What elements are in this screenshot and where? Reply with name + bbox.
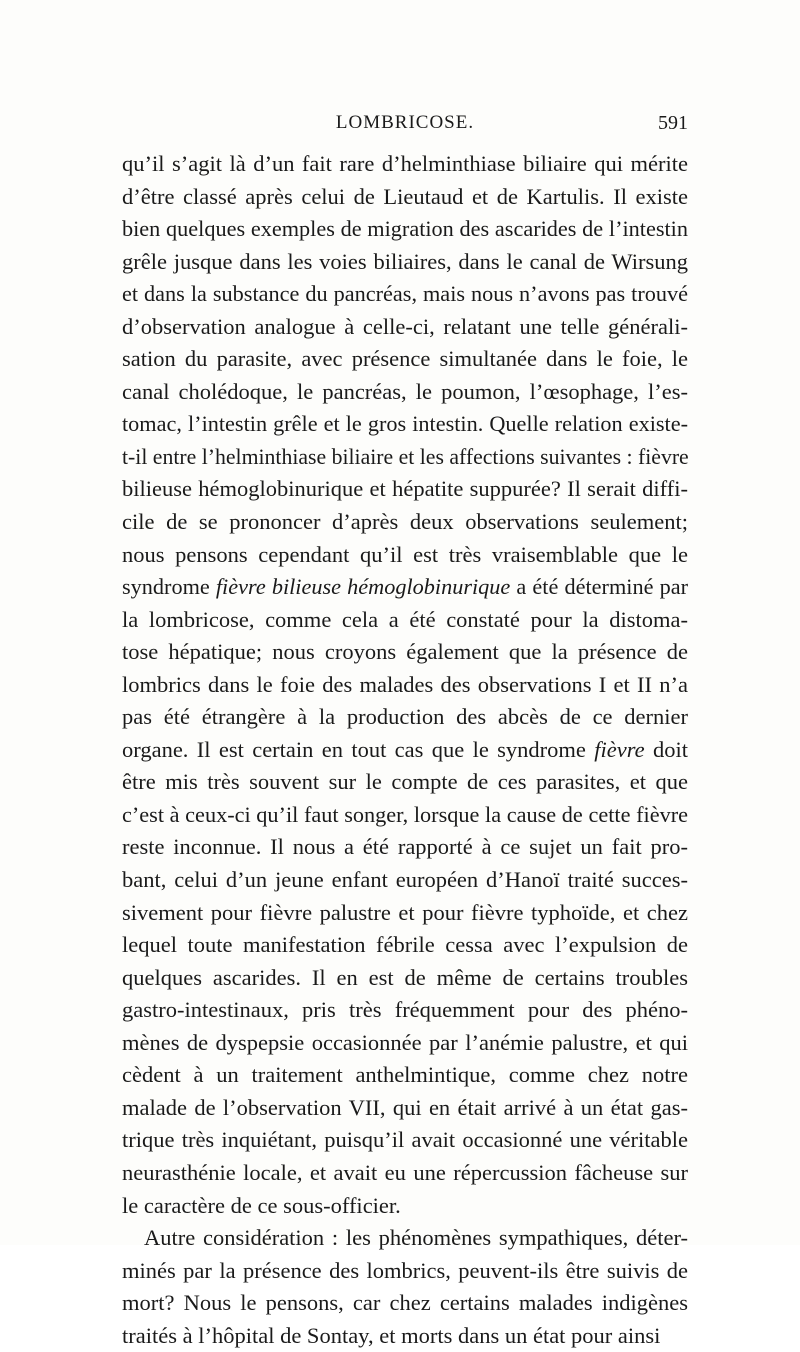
text-run: d’observation analogue à celle-ci, relatant une telle générali-	[122, 313, 688, 339]
text-run: quelques ascarides. Il en est de même de certains troubles	[122, 964, 688, 990]
text-line	[122, 636, 688, 669]
text-run: reste inconnue. Il nous a été rapporté à ce sujet un fait pro-	[122, 834, 688, 860]
running-head	[122, 112, 688, 142]
italic-text: fièvre bilieuse hémoglobinurique	[215, 574, 511, 600]
page-number: 591	[658, 112, 688, 134]
text-run: tomac, l’intestin grêle et le gros intestin. Quelle relation existe-	[122, 411, 688, 437]
text-line	[122, 1190, 688, 1223]
text-run: cile de se prononcer d’après deux observations seulement;	[122, 509, 688, 535]
text-line	[122, 766, 688, 799]
text-run: qu’il s’agit là d’un fait rare d’helminthiase biliaire qui mérite	[122, 151, 688, 176]
text-run: canal cholédoque, le pancréas, le poumon, l’œsophage, l’es-	[122, 378, 688, 404]
text-run: d’être classé après celui de Lieutaud et de Kartulis. Il existe	[122, 183, 688, 209]
text-line	[122, 1027, 688, 1060]
text-line	[122, 571, 688, 604]
text-run: la lombricose, comme cela a été constaté pour la distoma-	[122, 606, 688, 632]
running-title: LOMBRICOSE.	[335, 112, 475, 133]
text-line	[122, 1320, 688, 1352]
text-run: mort? Nous le pensons, car chez certains malades indigènes	[122, 1290, 688, 1316]
text-line	[122, 278, 688, 311]
text-line	[122, 1287, 688, 1320]
text-line	[122, 539, 688, 572]
text-run: et dans la substance du pancréas, mais nous n’avons pas trouvé	[122, 281, 688, 307]
body-text	[122, 148, 688, 1352]
text-run: être mis très souvent sur le compte de ces parasites, et que	[122, 769, 688, 795]
text-run: bien quelques exemples de migration des ascarides de l’intestin	[122, 216, 688, 242]
text-run: traités à l’hôpital de Sontay, et morts dans un état pour ainsi	[122, 1322, 661, 1348]
text-run: le caractère de ce sous-officier.	[122, 1192, 401, 1218]
text-run: a été déterminé par	[510, 574, 688, 600]
text-line	[122, 669, 688, 702]
text-line	[122, 473, 688, 506]
text-run: bant, celui d’un jeune enfant européen d’Hanoï traité succes-	[122, 867, 688, 893]
text-line	[122, 734, 688, 767]
text-line	[122, 408, 688, 441]
text-run: t-il entre l’helminthiase biliaire et les affections suivantes : fièvre	[122, 444, 689, 469]
text-line	[122, 831, 688, 864]
text-run: gastro-intestinaux, pris très fréquemment pour des phéno-	[122, 997, 688, 1023]
text-run: cèdent à un traitement anthelmintique, comme chez notre	[122, 1062, 688, 1088]
text-run: bilieuse hémoglobinurique et hépatite suppurée? Il serait diffi-	[122, 476, 688, 502]
text-line	[122, 181, 688, 214]
text-line	[122, 1059, 688, 1092]
text-line	[122, 311, 688, 344]
text-run: lequel toute manifestation fébrile cessa avec l’expulsion de	[122, 932, 688, 958]
text-run: c’est à ceux-ci qu’il faut songer, lorsque la cause de cette fièvre	[122, 801, 688, 827]
text-line	[122, 897, 688, 930]
text-line	[122, 506, 688, 539]
text-run: malade de l’observation VII, qui en était arrivé à un état gas-	[122, 1094, 688, 1120]
text-run: Autre considération : les phénomènes sympathiques, déter-	[144, 1225, 688, 1251]
text-line	[122, 376, 688, 409]
paragraph	[122, 1222, 688, 1352]
text-run: neurasthénie locale, et avait eu une répercussion fâcheuse sur	[122, 1159, 688, 1185]
text-run: lombrics dans le foie des malades des observations I et II n’a	[122, 671, 688, 697]
text-line	[122, 148, 688, 181]
text-run: mènes de dyspepsie occasionnée par l’anémie palustre, et qui	[122, 1029, 688, 1055]
text-line	[122, 1092, 688, 1125]
text-line	[122, 994, 688, 1027]
text-run: organe. Il est certain en tout cas que le syndrome	[122, 736, 595, 762]
text-run: doit	[644, 736, 688, 762]
text-line	[122, 929, 688, 962]
text-line	[122, 1255, 688, 1288]
italic-text: fièvre	[594, 736, 645, 762]
text-line	[122, 343, 688, 376]
text-line	[122, 1124, 688, 1157]
text-run: sivement pour fièvre palustre et pour fièvre typhoïde, et chez	[122, 899, 688, 925]
text-run: pas été étrangère à la production des abcès de ce dernier	[122, 704, 688, 730]
text-line	[122, 799, 688, 832]
text-line	[122, 962, 688, 995]
text-run: sation du parasite, avec présence simultanée dans le foie, le	[122, 346, 688, 372]
text-run: grêle jusque dans les voies biliaires, dans le canal de Wirsung	[122, 248, 688, 274]
text-line	[122, 1157, 688, 1190]
text-run: tose hépatique; nous croyons également que la présence de	[122, 639, 688, 665]
text-line	[122, 246, 688, 279]
text-line	[122, 1222, 688, 1255]
text-run: nous pensons cependant qu’il est très vraisemblable que le	[122, 541, 688, 567]
text-run: trique très inquiétant, puisqu’il avait occasionné une véritable	[122, 1127, 688, 1153]
text-line	[122, 701, 688, 734]
text-line	[122, 213, 688, 246]
text-line	[122, 864, 688, 897]
text-run: syndrome	[122, 574, 216, 600]
text-line	[122, 604, 688, 637]
text-line	[122, 441, 688, 474]
paragraph	[122, 148, 688, 1222]
text-run: minés par la présence des lombrics, peuvent-ils être suivis de	[122, 1257, 688, 1283]
